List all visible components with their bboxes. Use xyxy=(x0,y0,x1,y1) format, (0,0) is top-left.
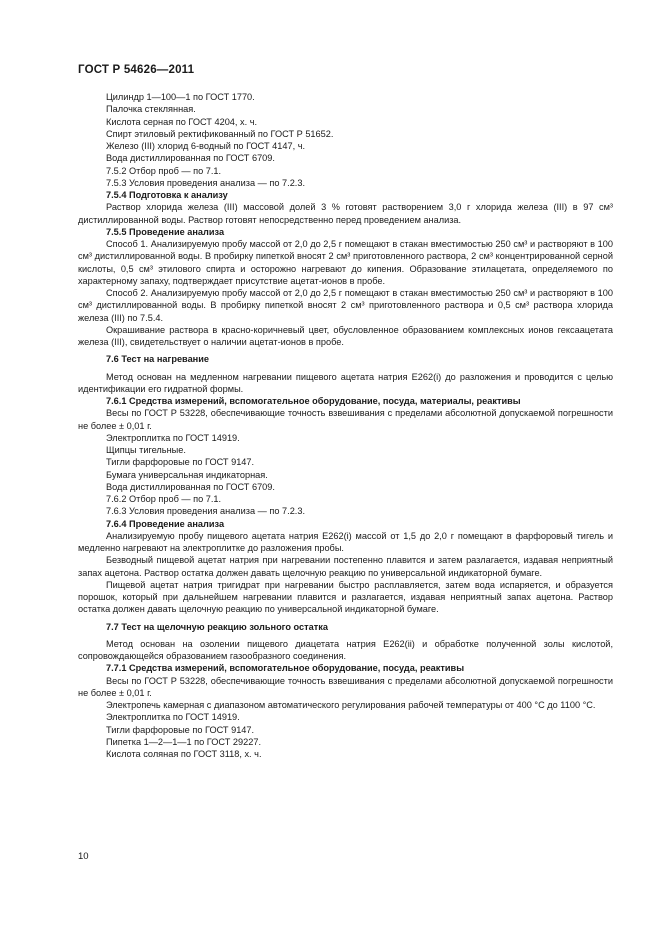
paragraph: Электропечь камерная с диапазоном автоматического регулирования рабочей температуры от 400 °С до 1100 °С. xyxy=(106,700,596,710)
document-header: ГОСТ Р 54626—2011 xyxy=(78,64,195,76)
paragraph: Пищевой ацетат натрия тригидрат при нагревании быстро расплавляется, затем вода испаряется, и образуется порошок, который при дальнейшем нагревании плавится и разлагается, издавая неприятный запах ацетона. Раствор остатка должен давать щелочную реакцию по универсальной индикаторной бумаге. xyxy=(78,579,613,615)
paragraph: Весы по ГОСТ Р 53228, обеспечивающие точность взвешивания с пределами абсолютной допускаемой погрешности не более ± 0,01 г. xyxy=(78,675,613,698)
paragraph: Метод основан на озолении пищевого диацетата натрия Е262(ii) и обработке полученной золы кислотой, сопровождающейся образованием газообразного соединения. xyxy=(78,638,613,661)
list-item: Спирт этиловый ректификованный по ГОСТ Р 51652. xyxy=(106,128,334,139)
page-number: 10 xyxy=(78,851,89,862)
clause-sampling: 7.5.2 Отбор проб — по 7.1. xyxy=(106,165,222,176)
list-item: Кислота соляная по ГОСТ 3118, х. ч. xyxy=(106,749,262,759)
list-item: Щипцы тигельные. xyxy=(106,445,186,455)
list-item: Бумага универсальная индикаторная. xyxy=(106,469,268,480)
section-heading: 7.7.1 Средства измерений, вспомогательное оборудование, посуда, реактивы xyxy=(106,663,465,674)
list-item: Палочка стеклянная. xyxy=(106,104,196,115)
section-heading: 7.6.1 Средства измерений, вспомогательное оборудование, посуда, материалы, реактивы xyxy=(106,396,521,406)
section-heading: 7.6.4 Проведение анализа xyxy=(106,518,225,529)
paragraph: Окрашивание раствора в красно-коричневый цвет, обусловленное образованием комплексных ионов гексаацетата железа (III), свидетельствует о наличии ацетат-ионов в пробе. xyxy=(78,324,613,347)
list-item: Пипетка 1—2—1—1 по ГОСТ 29227. xyxy=(106,736,261,747)
paragraph: Раствор хлорида железа (III) массовой долей 3 % готовят растворением 3,0 г хлорида железа (III) в 97 см³ дистиллированной воды. Раствор готовят непосредственно перед проведением анализа. xyxy=(78,202,613,225)
section-heading: 7.5.4 Подготовка к анализу xyxy=(106,190,228,200)
paragraph: Весы по ГОСТ Р 53228, обеспечивающие точность взвешивания с пределами абсолютной допускаемой погрешности не более ± 0,01 г. xyxy=(78,408,613,431)
document-body xyxy=(78,91,613,760)
list-item: Цилиндр 1—100—1 по ГОСТ 1770. xyxy=(106,92,255,102)
section-heading: 7.5.5 Проведение анализа xyxy=(106,226,225,237)
paragraph: Безводный пищевой ацетат натрия при нагревании постепенно плавится и затем разлагается, издавая неприятный запах ацетона. Раствор остатка должен давать щелочную реакцию по универсальной индикаторной бумаге. xyxy=(78,555,613,578)
section-heading: 7.7 Тест на щелочную реакцию зольного остатка xyxy=(106,621,328,632)
paragraph: Анализируемую пробу пищевого ацетата натрия Е262(i) массой от 1,5 до 2,0 г помещают в фарфоровый тигель и медленно нагревают на электроплитке до разложения пробы. xyxy=(78,530,613,553)
paragraph: Способ 2. Анализируемую пробу массой от 2,0 до 2,5 г помещают в стакан вместимостью 250 см³ и растворяют в 100 см³ дистиллированной воды. В пробирку пипеткой вносят 2 см³ приготовленного раствора и 0,5 см³ раствора хлорида железа (III) по 7.5.4. xyxy=(78,288,613,323)
list-item: Железо (III) хлорид 6-водный по ГОСТ 4147, ч. xyxy=(106,141,306,151)
list-item: Вода дистиллированная по ГОСТ 6709. xyxy=(106,481,275,492)
clause-conditions: 7.6.3 Условия проведения анализа — по 7.2.3. xyxy=(106,506,306,517)
list-item: Электроплитка по ГОСТ 14919. xyxy=(106,712,240,723)
paragraph: Метод основан на медленном нагревании пищевого ацетата натрия Е262(i) до разложения и проводится с целью идентификации его гидратной формы. xyxy=(78,371,613,394)
section-heading: 7.6 Тест на нагревание xyxy=(106,354,209,365)
list-item: Вода дистиллированная по ГОСТ 6709. xyxy=(106,153,275,164)
list-item: Электроплитка по ГОСТ 14919. xyxy=(106,432,240,443)
list-item: Тигли фарфоровые по ГОСТ 9147. xyxy=(106,724,255,735)
clause-conditions: 7.5.3 Условия проведения анализа — по 7.2.3. xyxy=(106,177,306,188)
list-item: Тигли фарфоровые по ГОСТ 9147. xyxy=(106,457,255,468)
list-item: Кислота серная по ГОСТ 4204, х. ч. xyxy=(106,116,258,127)
clause-sampling: 7.6.2 Отбор проб — по 7.1. xyxy=(106,494,222,504)
paragraph: Способ 1. Анализируемую пробу массой от 2,0 до 2,5 г помещают в стакан вместимостью 250 см³ и растворяют в 100 см³ дистиллированной воды. В пробирку пипеткой вносят 2 см³ приготовленного раствора, 2 см³ концентрированной серной кислоты, 0,5 см³ этилового спирта и осторожно нагревают до кипения. Образование этилацетата, определяемого по характерному запаху, подтверждает присутствие ацетат-ионов в пробе. xyxy=(78,239,613,286)
